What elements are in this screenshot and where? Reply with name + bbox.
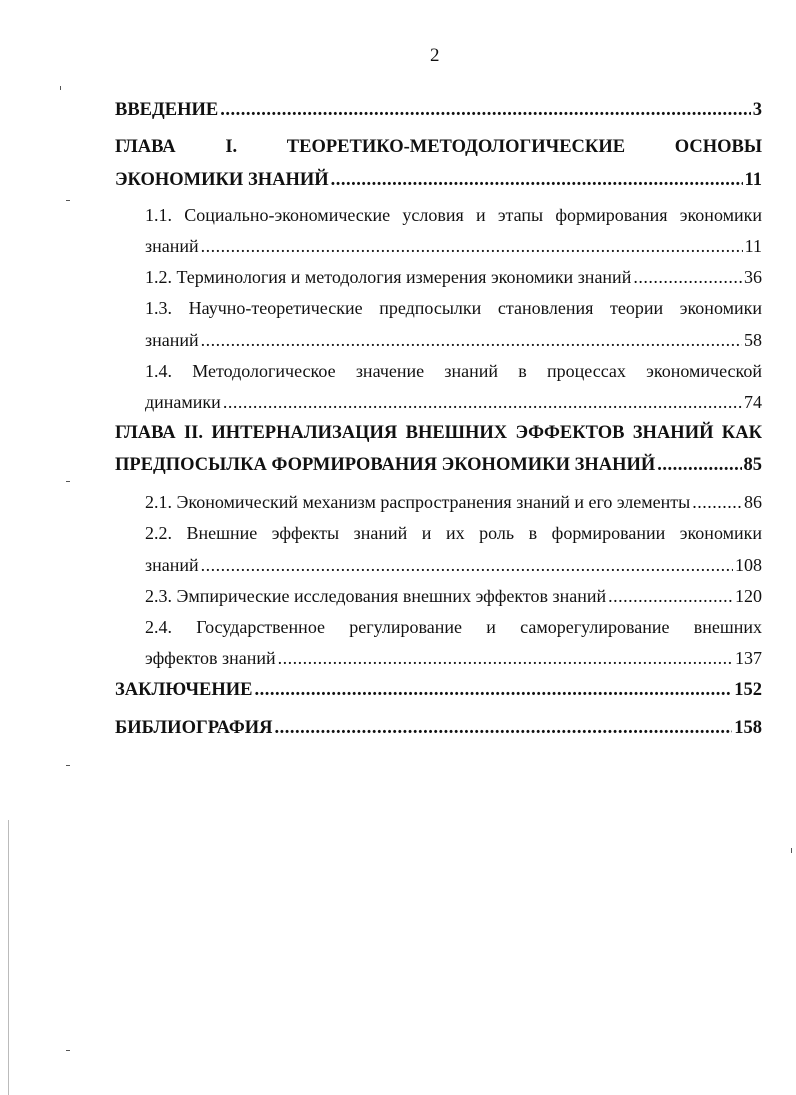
dot-leader bbox=[201, 234, 743, 258]
toc-entry-s13-line1: 1.3. Научно-теоретические предпосылки становления теории экономики bbox=[145, 298, 762, 318]
toc-title: ЭКОНОМИКИ ЗНАНИЙ bbox=[115, 170, 329, 190]
dot-leader bbox=[220, 98, 751, 122]
toc-page: 85 bbox=[743, 455, 762, 475]
toc-page: 86 bbox=[744, 492, 762, 512]
toc-page: 11 bbox=[744, 236, 762, 256]
toc-title: БИБЛИОГРАФИЯ bbox=[115, 718, 273, 738]
toc-entry-s22-line1: 2.2. Внешние эффекты знаний и их роль в формировании экономики bbox=[145, 523, 762, 543]
toc-title: 1.2. Терминология и методология измерения экономики знаний bbox=[145, 267, 632, 287]
toc-entry-ch2-line1: ГЛАВА II. ИНТЕРНАЛИЗАЦИЯ ВНЕШНИХ ЭФФЕКТОВ ЗНАНИЙ КАК bbox=[115, 423, 762, 443]
page-number: 2 bbox=[430, 45, 440, 66]
toc-page: 152 bbox=[734, 680, 762, 700]
toc-entry-conclusion bbox=[115, 678, 762, 702]
scan-edge-line bbox=[8, 820, 9, 1095]
scan-mark bbox=[66, 481, 70, 482]
toc-title: эффектов знаний bbox=[145, 648, 276, 668]
toc-title: динамики bbox=[145, 392, 221, 412]
toc-entry-s14-line2 bbox=[145, 390, 762, 414]
toc-entry-s21 bbox=[145, 490, 762, 514]
toc-entry-s24-line1: 2.4. Государственное регулирование и саморегулирование внешних bbox=[145, 617, 762, 637]
toc-entry-ch1-line1: ГЛАВА I. ТЕОРЕТИКО-МЕТОДОЛОГИЧЕСКИЕ ОСНОВЫ bbox=[115, 137, 762, 157]
toc-entry-s23 bbox=[145, 584, 762, 608]
toc-page: 120 bbox=[735, 586, 762, 606]
toc-page: 108 bbox=[735, 555, 762, 575]
toc-entry-s11-line2 bbox=[145, 234, 762, 258]
toc-entry-ch1-line2 bbox=[115, 168, 762, 192]
toc-page: 11 bbox=[744, 170, 762, 190]
toc-page: 3 bbox=[752, 100, 762, 120]
toc-page: 58 bbox=[744, 330, 762, 350]
dot-leader bbox=[223, 390, 742, 414]
toc-entry-s12 bbox=[145, 265, 762, 289]
toc-entry-s14-line1: 1.4. Методологическое значение знаний в процессах экономической bbox=[145, 361, 762, 381]
toc-title: знаний bbox=[145, 236, 199, 256]
toc-title: знаний bbox=[145, 330, 199, 350]
toc-title: ВВЕДЕНИЕ bbox=[115, 100, 219, 120]
toc-entry-ch2-line2 bbox=[115, 453, 762, 477]
toc-entry-s24-line2 bbox=[145, 646, 762, 670]
toc-title: ПРЕДПОСЫЛКА ФОРМИРОВАНИЯ ЭКОНОМИКИ ЗНАНИЙ bbox=[115, 455, 656, 475]
toc-title: 2.1. Экономический механизм распространения знаний и его элементы bbox=[145, 492, 691, 512]
toc-page: 137 bbox=[735, 648, 762, 668]
dot-leader bbox=[201, 553, 733, 577]
scan-mark bbox=[66, 765, 70, 766]
scan-mark bbox=[66, 1050, 70, 1051]
toc-entry-bibliography bbox=[115, 716, 762, 740]
scan-mark bbox=[791, 848, 792, 853]
toc-entry-s13-line2 bbox=[145, 328, 762, 352]
toc-entry-intro bbox=[115, 98, 762, 122]
toc-title: знаний bbox=[145, 555, 199, 575]
dot-leader bbox=[692, 490, 742, 514]
scan-mark bbox=[60, 86, 61, 90]
dot-leader bbox=[331, 168, 743, 192]
dot-leader bbox=[633, 265, 742, 289]
toc-title: 2.3. Эмпирические исследования внешних эффектов знаний bbox=[145, 586, 607, 606]
toc-page: 36 bbox=[744, 267, 762, 287]
dot-leader bbox=[201, 328, 742, 352]
dot-leader bbox=[657, 453, 741, 477]
dot-leader bbox=[278, 646, 733, 670]
toc-page: 74 bbox=[744, 392, 762, 412]
toc-entry-s11-line1: 1.1. Социально-экономические условия и этапы формирования экономики bbox=[145, 205, 762, 225]
toc-page: 158 bbox=[734, 718, 762, 738]
dot-leader bbox=[255, 678, 733, 702]
toc-entry-s22-line2 bbox=[145, 553, 762, 577]
scan-mark bbox=[66, 200, 70, 201]
dot-leader bbox=[275, 716, 733, 740]
dot-leader bbox=[608, 584, 733, 608]
toc-title: ЗАКЛЮЧЕНИЕ bbox=[115, 680, 253, 700]
